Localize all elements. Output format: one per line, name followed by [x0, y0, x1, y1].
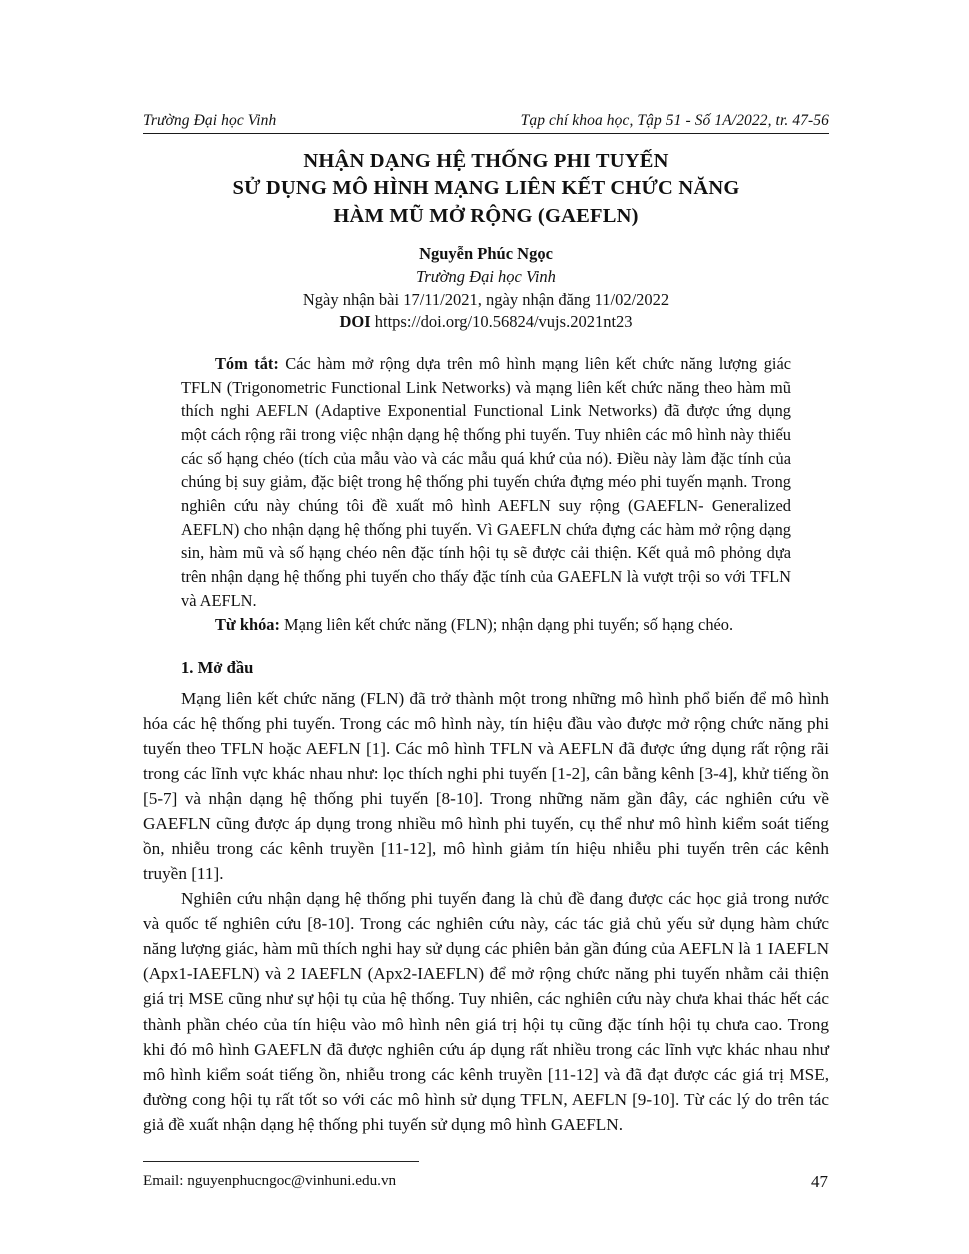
running-head [143, 0, 829, 130]
submission-dates: Ngày nhận bài 17/11/2021, ngày nhận đăng 11/02/2022 [302, 289, 670, 309]
title-line-1: NHẬN DẠNG HỆ THỐNG PHI TUYẾN [303, 150, 669, 172]
section-body [143, 686, 829, 1136]
keywords-paragraph [181, 613, 791, 637]
author-block [143, 243, 829, 333]
title-line-3: HÀM MŨ MỞ RỘNG (GAEFLN) [333, 204, 639, 227]
keywords-text: Mạng liên kết chức năng (FLN); nhận dạng phi tuyến; số hạng chéo. [279, 614, 734, 634]
abstract-section [181, 352, 791, 636]
footnote-separator [143, 1161, 419, 1162]
running-head-rule [143, 133, 829, 134]
page-title [143, 148, 829, 230]
body-paragraph-1: Mạng liên kết chức năng (FLN) đã trở thành một trong những mô hình phổ biến để mô hình hóa các hệ thống phi tuyến. Trong các mô hình này, tín hiệu đầu vào được mở rộng chức năng phi tuyến theo TFLN hoặc AEFLN [1]. Các mô hình TFLN và AEFLN đã được ứng dụng rất rộng rãi trong các lĩnh vực khác nhau như: lọc thích nghi phi tuyến [1-2], cân bằng kênh [3-4], khử tiếng ồn [5-7] và nhận dạng hệ thống phi tuyến [8-10]. Trong những năm gần đây, các nghiên cứu về GAEFLN cũng được áp dụng trong nhiều mô hình phi tuyến, cụ thể như mô hình kiểm soát tiếng ồn, nhiễu trong các kênh truyền [11-12], mô hình giảm tín hiệu nhiễu phi tuyến trên các kênh truyền [11]. [143, 689, 829, 884]
page-number: 47 [811, 1172, 828, 1191]
keywords-label: Từ khóa: [215, 614, 280, 634]
abstract-paragraph [181, 352, 791, 613]
title-line-2: SỬ DỤNG MÔ HÌNH MẠNG LIÊN KẾT CHỨC NĂNG [232, 177, 740, 200]
footnote-email: Email: nguyenphucngoc@vinhuni.edu.vn [143, 1171, 397, 1189]
body-paragraph-2: Nghiên cứu nhận dạng hệ thống phi tuyến đang là chủ đề đang được các học giả trong nước và quốc tế nghiên cứu [8-10]. Trong các nghiên cứu này, các tác giả chủ yếu sử dụng hàm chức năng lượng giác, hàm mũ thích nghi hay sử dụng các phiên bản gần đúng của AEFLN là 1 IAEFLN (Apx1-IAEFLN) và 2 IAEFLN (Apx2-IAEFLN) để mở rộng chức năng phi tuyến nhằm cải thiện giá trị MSE cũng như sự hội tụ của hệ thống. Tuy nhiên, các nghiên cứu này chưa khai thác hết các thành phần chéo của tín hiệu vào mô hình nên giá trị hội tụ cũng đặc tính hội tụ chưa cao. Trong khi đó mô hình GAEFLN đã được nghiên cứu áp dụng rất nhiều trong các lĩnh vực khác nhau như mô hình kiểm soát tiếng ồn, nhiễu trong các kênh truyền [11-12] và đã đạt được các giá trị MSE, đường cong hội tụ rất tốt so với các mô hình sử dụng TFLN, AEFLN [9-10]. Từ các lý do trên tác giả đề xuất nhận dạng hệ thống phi tuyến sử dụng mô hình GAEFLN. [143, 889, 829, 1134]
section-heading-1: 1. Mở đầu [181, 658, 254, 678]
abstract-label: Tóm tắt: [215, 353, 279, 373]
abstract-text: Các hàm mở rộng dựa trên mô hình mạng liên kết chức năng lượng giác TFLN (Trigonometric Functional Link Networks) và mạng liên kết chức năng theo hàm mũ thích nghi AEFLN (Adaptive Exponential Functional Link Networks) đã được ứng dụng một cách rộng rãi trong việc nhận dạng hệ thống phi tuyến. Tuy nhiên các mô hình này thiếu các số hạng chéo (tích của mẫu vào và các mẫu quá khứ của nó). Điều này làm đặc tính của chúng bị suy giảm, đặc biệt trong hệ thống phi tuyến chứa đựng méo phi tuyến mạnh. Trong nghiên cứu này chúng tôi đề xuất mô hình AEFLN suy rộng (GAEFLN- Generalized AEFLN) cho nhận dạng hệ thống phi tuyến. Vì GAEFLN chứa đựng các hàm mở rộng dạng sin, hàm mũ và số hạng chéo nên đặc tính hội tụ sẽ được cải thiện. Kết quả mô phỏng dựa trên nhận dạng hệ thống phi tuyến cho thấy đặc tính của GAEFLN là vượt trội so với TFLN và AEFLN. [181, 353, 791, 610]
running-head-left: Trường Đại học Vinh [143, 112, 277, 129]
doi-value: https://doi.org/10.56824/vujs.2021nt23 [374, 312, 633, 332]
doi-line [143, 311, 829, 334]
page-content [143, 0, 829, 1190]
doi-label: DOI [339, 312, 371, 332]
running-head-right: Tạp chí khoa học, Tập 51 - Số 1A/2022, tr. 47-56 [520, 112, 829, 129]
author-affiliation: Trường Đại học Vinh [416, 267, 556, 287]
author-name: Nguyễn Phúc Ngọc [419, 244, 553, 264]
